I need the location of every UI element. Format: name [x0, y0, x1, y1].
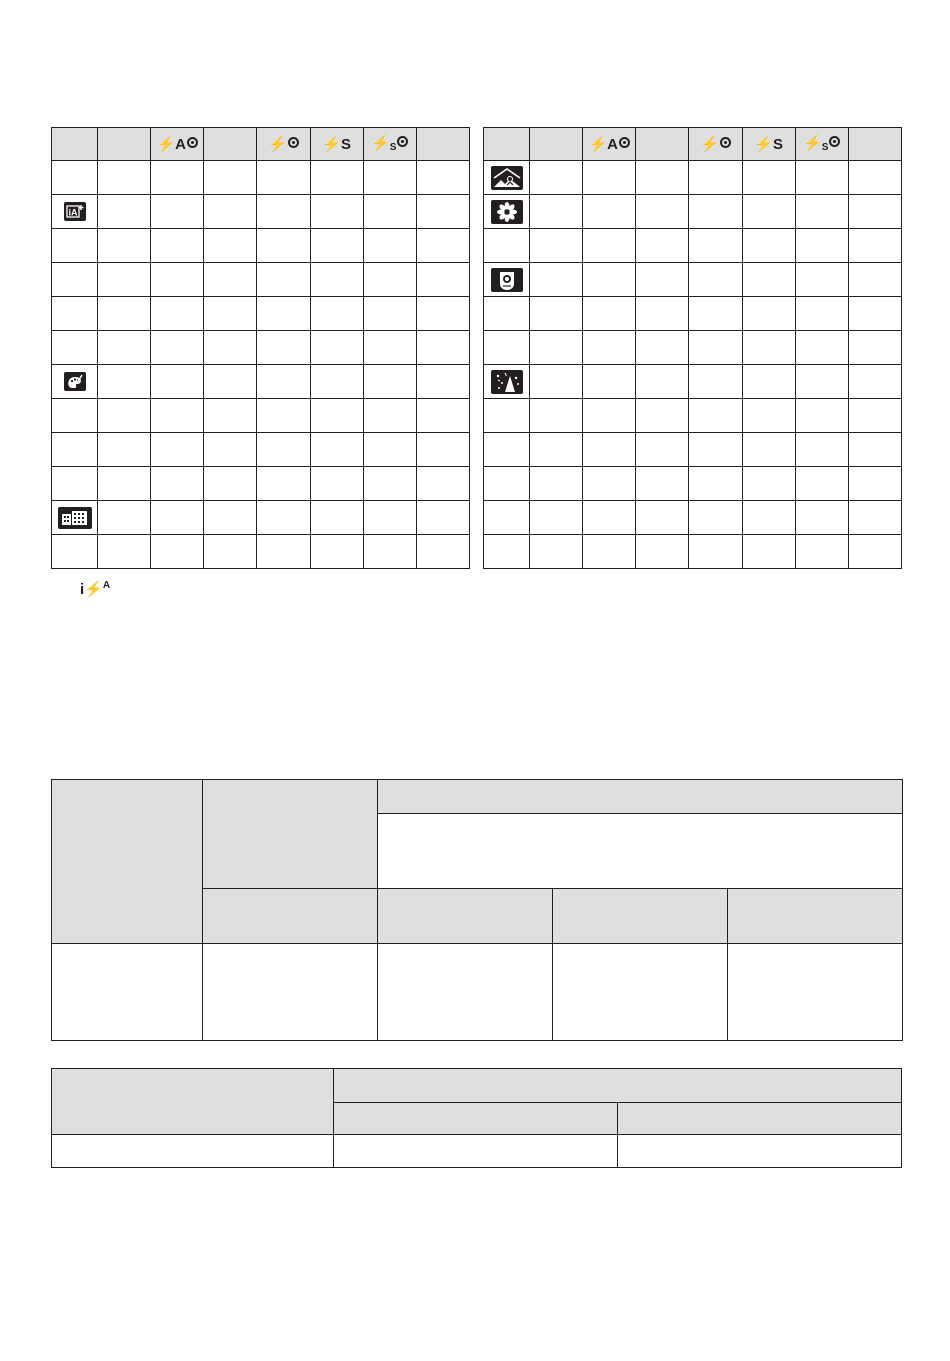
header-forced-on [204, 128, 257, 161]
portrait-face-scene-icon [491, 268, 523, 292]
header-note-cell [378, 814, 903, 889]
table-row [52, 399, 470, 433]
header-slow-sync [310, 128, 363, 161]
table-header-row [52, 1069, 902, 1103]
creative-control-palette-icon [64, 372, 86, 391]
table-cell [618, 1135, 902, 1168]
flash-mode-table-right [483, 127, 902, 569]
header-auto [530, 128, 583, 161]
flash-auto-red-eye-icon: ⚡A [588, 137, 630, 152]
flash-auto-red-eye-icon: ⚡A [156, 137, 198, 152]
header-cell [203, 889, 378, 944]
table-row [52, 365, 470, 399]
landscape-self-portrait-scene-icon [491, 166, 523, 190]
table-row [52, 195, 470, 229]
table-cell [378, 944, 553, 1041]
table-row [484, 433, 902, 467]
header-forced-on [636, 128, 689, 161]
table-row [52, 263, 470, 297]
table-row [52, 1135, 902, 1168]
table-header-row [52, 780, 903, 814]
table-row [484, 297, 902, 331]
table-row [484, 263, 902, 297]
table-cell [52, 1135, 334, 1168]
header-cell [203, 780, 378, 889]
header-cell [618, 1103, 902, 1135]
table-cell [728, 944, 903, 1041]
header-scene [484, 128, 530, 161]
table-row [484, 229, 902, 263]
flash-slow-sync-icon: ⚡S [754, 136, 783, 153]
header-slow-sync [742, 128, 795, 161]
table-cell [334, 1135, 618, 1168]
intelligent-auto-plus-icon [64, 202, 86, 221]
table-row [484, 501, 902, 535]
night-sparkle-scene-icon [491, 370, 523, 394]
table-row [484, 161, 902, 195]
header-off [416, 128, 469, 161]
table-row [52, 501, 470, 535]
flash-range-table [51, 779, 903, 1041]
header-slow-sync-red-eye [795, 128, 848, 161]
header-cell [378, 889, 553, 944]
header-auto [98, 128, 151, 161]
table-row [484, 399, 902, 433]
header-scene [52, 128, 98, 161]
table-row [52, 535, 470, 569]
table-cell [203, 944, 378, 1041]
header-auto-red-eye [583, 128, 636, 161]
header-forced-red-eye [689, 128, 742, 161]
svg-text:iA: iA [68, 207, 77, 218]
table-cell [553, 944, 728, 1041]
table-row [52, 297, 470, 331]
flash-slow-sync-red-eye-icon: $⚡_S$ [371, 136, 408, 153]
header-cell [52, 780, 203, 944]
table-row [52, 331, 470, 365]
header-cell [334, 1103, 618, 1135]
table-row [52, 229, 470, 263]
header-cell [334, 1069, 902, 1103]
flash-forced-red-eye-icon: ⚡ [700, 137, 731, 152]
header-cell [728, 889, 903, 944]
flash-slow-sync-icon: ⚡S [322, 136, 351, 153]
table-row [484, 467, 902, 501]
table-row [484, 365, 902, 399]
intelligent-flash-auto-icon: i⚡$^A$ [80, 580, 111, 598]
flash-slow-sync-red-eye-icon: $⚡_S$ [803, 136, 840, 153]
table-header-row [484, 128, 902, 161]
flash-sync-table [51, 1068, 902, 1168]
table-header-row [52, 128, 470, 161]
table-row [484, 331, 902, 365]
table-row [52, 944, 903, 1041]
table-cell [52, 944, 203, 1041]
table-row [484, 535, 902, 569]
legend-note [80, 580, 110, 598]
header-off [848, 128, 901, 161]
table-row [484, 195, 902, 229]
header-cell [553, 889, 728, 944]
header-slow-sync-red-eye [363, 128, 416, 161]
flash-forced-red-eye-icon: ⚡ [268, 137, 299, 152]
header-cell [52, 1069, 334, 1135]
table-row [52, 161, 470, 195]
header-cell [378, 780, 903, 814]
header-auto-red-eye [151, 128, 204, 161]
header-forced-red-eye [257, 128, 310, 161]
table-row [52, 433, 470, 467]
flower-scene-icon [491, 200, 523, 224]
table-row [52, 467, 470, 501]
flash-mode-table-left [51, 127, 470, 569]
building-scene-icon [58, 507, 92, 529]
